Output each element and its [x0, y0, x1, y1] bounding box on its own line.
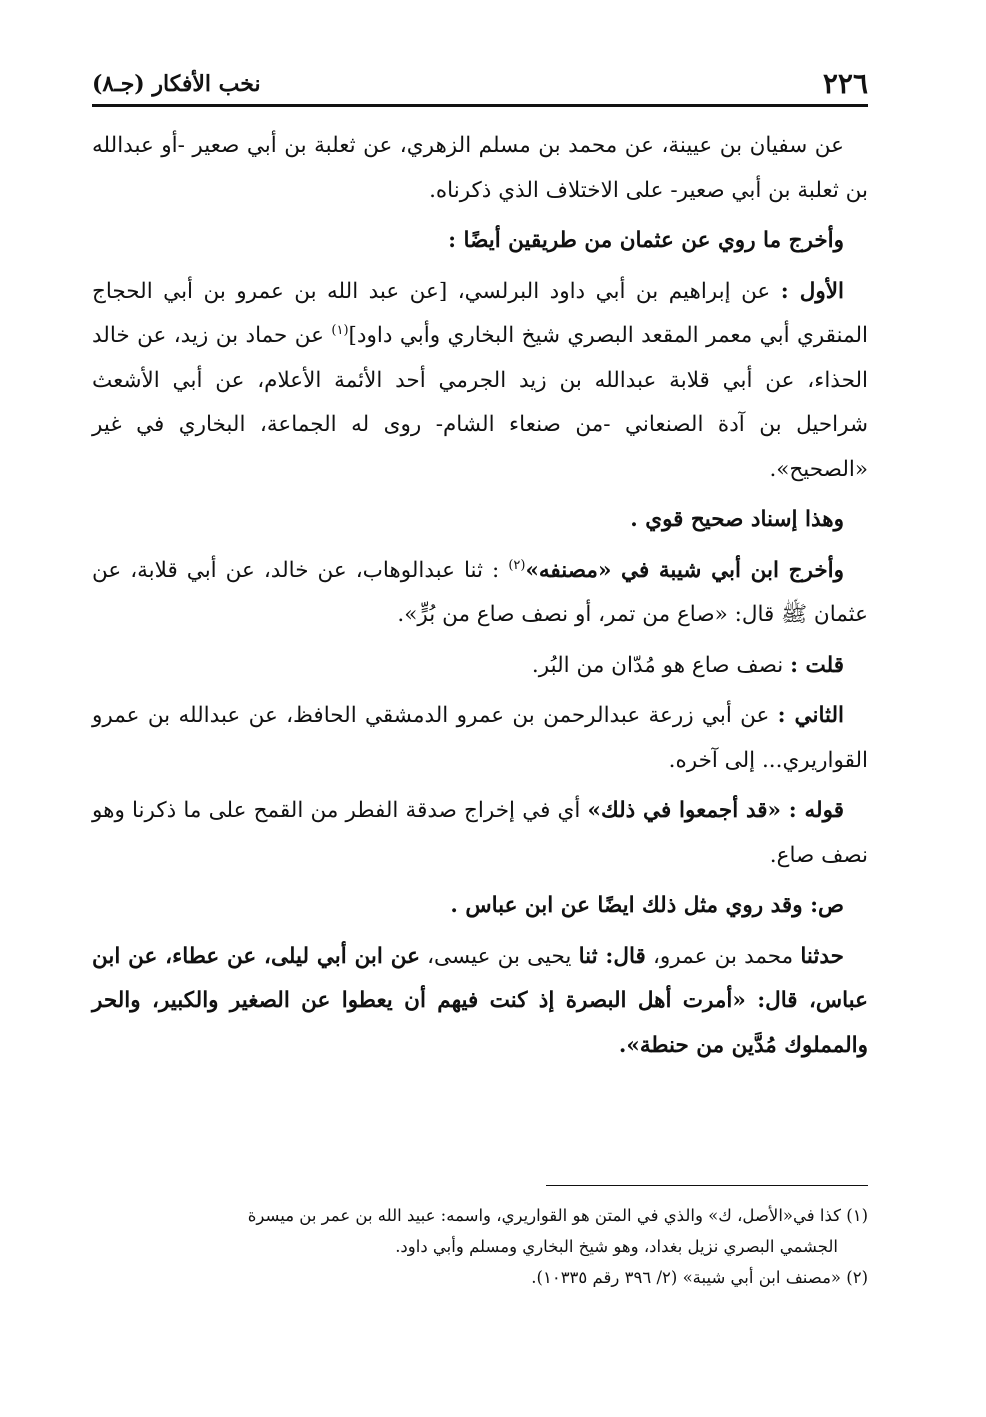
paragraph-label: قوله : «قد أجمعوا في ذلك»: [587, 798, 844, 823]
footnote-1-continuation: [92, 1231, 868, 1262]
paragraph-ibn-abi-shayba: [92, 549, 868, 638]
paragraph-text: عن أبي زرعة عبدالرحمن بن عمرو الدمشقي الحافظ، عن عبدالله بن عمرو القواريري... إلى آخره.: [92, 703, 868, 773]
footnote-text: (١) كذا في«الأصل، ك» والذي في المتن هو القواريري، واسمه: عبيد الله بن عمر بن ميسرة: [247, 1206, 868, 1225]
section-heading-uthman: [92, 219, 868, 264]
footnote-text: (٢) «مصنف ابن أبي شيبة» (٢/ ٣٩٦ رقم ١٠٣٣٥).: [531, 1268, 868, 1287]
paragraph-hadith-ibn-abbas: [92, 935, 868, 1069]
footnote-reference[interactable]: (١): [331, 322, 349, 338]
paragraph-isnad-intro: [92, 124, 868, 213]
paragraph-text: حدثنا: [800, 943, 844, 969]
paragraph-explanation: [92, 789, 868, 878]
paragraph-text: عن إبراهيم بن أبي داود البرلسي، [عن عبد الله بن عمرو بن أبي الحجاج المنقري أبي معمر المقعد البصري شيخ البخاري وأبي داود]: [92, 278, 868, 348]
paragraph-first-route: [92, 270, 868, 493]
paragraph-second-route: [92, 694, 868, 783]
footnote-reference[interactable]: (٢): [508, 557, 526, 573]
paragraph-text: قال: ثنا: [578, 943, 646, 969]
paragraph-comment: [92, 644, 868, 689]
footnote-divider: [546, 1185, 868, 1186]
paragraph-text: عن سفيان بن عيينة، عن محمد بن مسلم الزهري، عن ثعلبة بن أبي صعير -أو عبدالله بن ثعلبة بن أبي صعير- على الاختلاف الذي ذكرناه.: [92, 133, 868, 203]
paragraph-label: وأخرج ابن أبي شيبة في «مصنفه»: [525, 557, 844, 583]
paragraph-text: عن حماد بن زيد، عن خالد الحذاء، عن أبي قلابة عبدالله بن زيد الجرمي أحد الأئمة الأعلام، عن أبي الأشعث شراحيل بن آدة الصنعاني -من صنعاء الشام- روى له الجماعة، البخاري في غير «الصحيح».: [92, 323, 868, 482]
paragraph-grading: [92, 498, 868, 543]
paragraph-text: نصف صاع هو مُدّان من البُر.: [531, 652, 784, 678]
paragraph-text: : ثنا عبدالوهاب، عن خالد، عن أبي قلابة، عن عثمان ﷺ قال: «صاع من تمر، أو نصف صاع من بُرٍّ».: [92, 557, 868, 627]
heading-text: وأخرج ما روي عن عثمان من طريقين أيضًا :: [448, 228, 844, 253]
paragraph-text: أي في إخراج صدقة الفطر من القمح على ما ذكرنا وهو نصف صاع.: [92, 798, 868, 868]
footnote-2: [92, 1262, 868, 1293]
header-divider: [92, 104, 868, 107]
footnote-text: الجشمي البصري نزيل بغداد، وهو شيخ البخاري ومسلم وأبي داود.: [395, 1237, 838, 1256]
paragraph-label: الأول :: [780, 278, 844, 304]
running-title: نخب الأفكار (جـ٨): [92, 71, 261, 97]
heading-text: ص: وقد روي مثل ذلك ايضًا عن ابن عباس .: [450, 893, 844, 918]
page-number: ٢٢٦: [822, 67, 868, 100]
paragraph-text: وهذا إسناد صحيح قوي .: [630, 507, 844, 532]
page-header: [92, 60, 868, 100]
paragraph-text: محمد بن عمرو،: [652, 943, 794, 969]
footnotes: [92, 1200, 868, 1293]
paragraph-text: عن ابن أبي ليلى، عن عطاء، عن ابن عباس، قال: «أمرت أهل البصرة إذ كنت فيهم أن يعطوا عن الصغير والكبير، والحر والمملوك مُدَّين من حنطة».: [92, 943, 868, 1058]
main-text: [92, 124, 868, 1074]
paragraph-label: الثاني :: [777, 703, 845, 728]
paragraph-text: يحيى بن عيسى،: [427, 943, 572, 969]
text-heading-ibn-abbas: [92, 884, 868, 929]
paragraph-label: قلت :: [790, 652, 844, 678]
footnote-1: [92, 1200, 868, 1231]
